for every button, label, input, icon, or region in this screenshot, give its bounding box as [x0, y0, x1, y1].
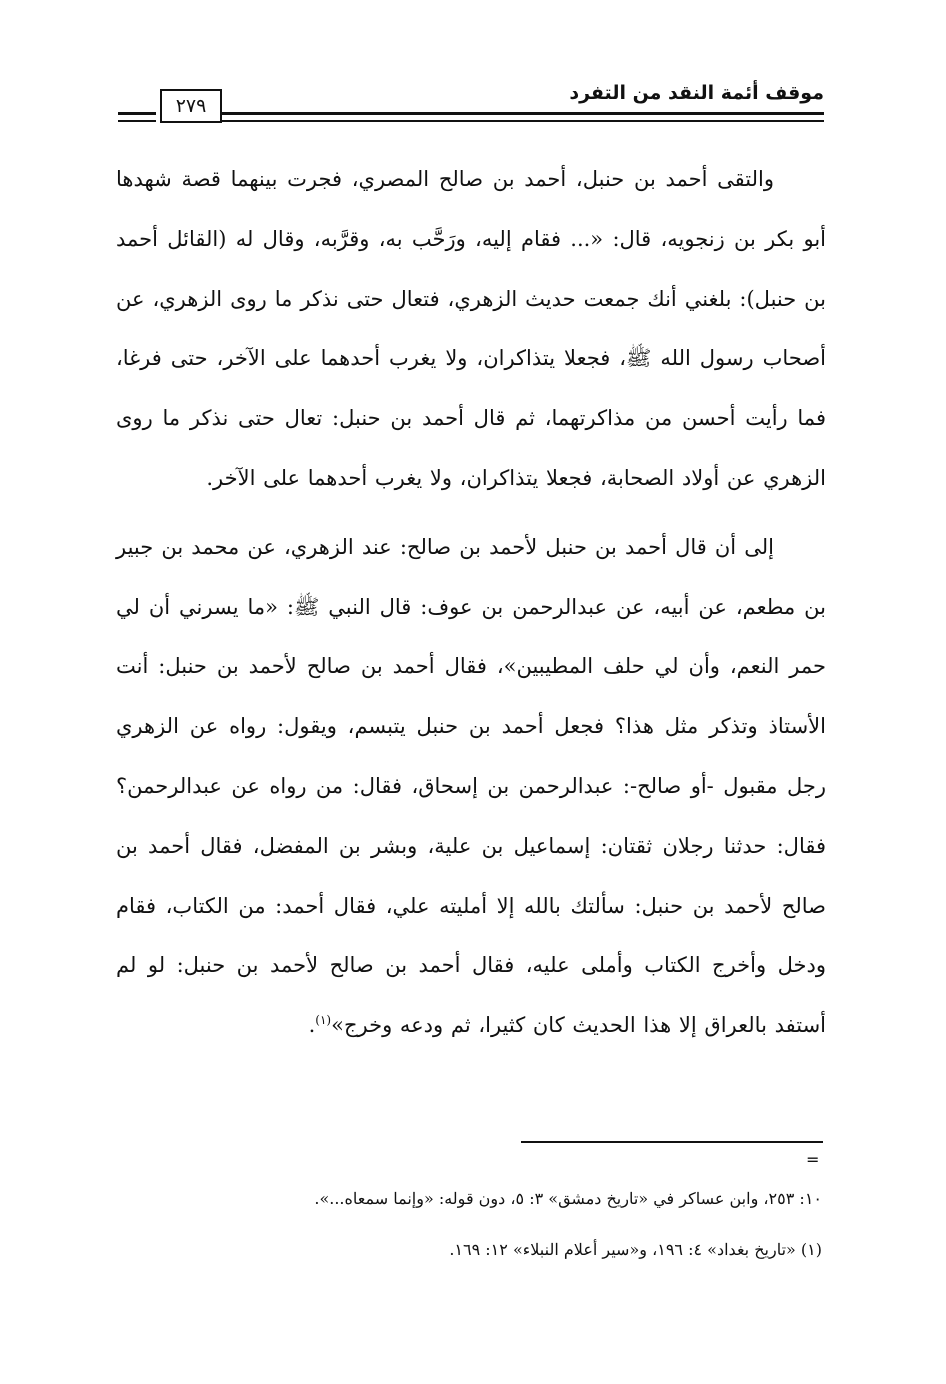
page-header [118, 78, 824, 128]
footnote-separator [521, 1141, 823, 1143]
header-rule-left-thin [118, 120, 156, 122]
header-rule-thick [222, 112, 824, 115]
paragraph-1: والتقى أحمد بن حنبل، أحمد بن صالح المصري، فجرت بينهما قصة شهدها أبو بكر بن زنجويه، قال: «... فقام إليه، ورَحَّب به، وقرَّبه، وقال له (القائل أحمد بن حنبل): بلغني أنك جمعت حديث الزهري، فتعال حتى نذكر ما روى الزهري، عن أصحاب رسول الله ﷺ، فجعلا يتذاكران، ولا يغرب أحدهما على الآخر، حتى فرغا، فما رأيت أحسن من مذاكرتهما، ثم قال أحمد بن حنبل: تعال حتى نذكر ما روى الزهري عن أولاد الصحابة، فجعلا يتذاكران، ولا يغرب أحدهما على الآخر. [116, 167, 826, 490]
footnote-carryover: ١٠: ٢٥٣، وابن عساكر في «تاريخ دمشق» ٣: ٥، دون قوله: «وإنما سمعاه...». [314, 1189, 822, 1208]
footnote-reference[interactable]: (١) [315, 1013, 332, 1028]
page-number: ٢٧٩ [160, 89, 222, 123]
header-rule-left-thick [118, 112, 156, 115]
header-rule-thin [222, 120, 824, 122]
footnote-continuation-mark: = [806, 1150, 820, 1169]
paragraph-2-text: إلى أن قال أحمد بن حنبل لأحمد بن صالح: عند الزهري، عن محمد بن جبير بن مطعم، عن أبيه، عن عبدالرحمن بن عوف: قال النبي ﷺ: «ما يسرني أن لي حمر النعم، وأن لي حلف المطيبين»، فقال أحمد بن صالح لأحمد بن حنبل: أنت الأستاذ وتذكر مثل هذا؟ فجعل أحمد بن حنبل يتبسم، ويقول: رواه عن الزهري رجل مقبول -أو صالح-: عبدالرحمن بن إسحاق، فقال: من رواه عن عبدالرحمن؟ فقال: حدثنا رجلان ثقتان: إسماعيل بن علية، وبشر بن المفضل، فقال أحمد بن صالح لأحمد بن حنبل: سألتك بالله إلا أمليته علي، فقال أحمد: من الكتاب، فقام ودخل وأخرج الكتاب وأملى عليه، فقال أحمد بن صالح لأحمد بن حنبل: لو لم أستفد بالعراق إلا هذا الحديث كان كثيرا، ثم ودعه وخرج» [116, 534, 826, 1038]
footnote-1: (١) «تاريخ بغداد» ٤: ١٩٦، و«سير أعلام النبلاء» ١٢: ١٦٩. [449, 1240, 822, 1259]
main-text [116, 150, 826, 1056]
running-title: موقف أئمة النقد من التفرد [569, 82, 824, 104]
paragraph-2 [116, 518, 826, 1056]
paragraph-2-end: . [308, 1013, 316, 1038]
